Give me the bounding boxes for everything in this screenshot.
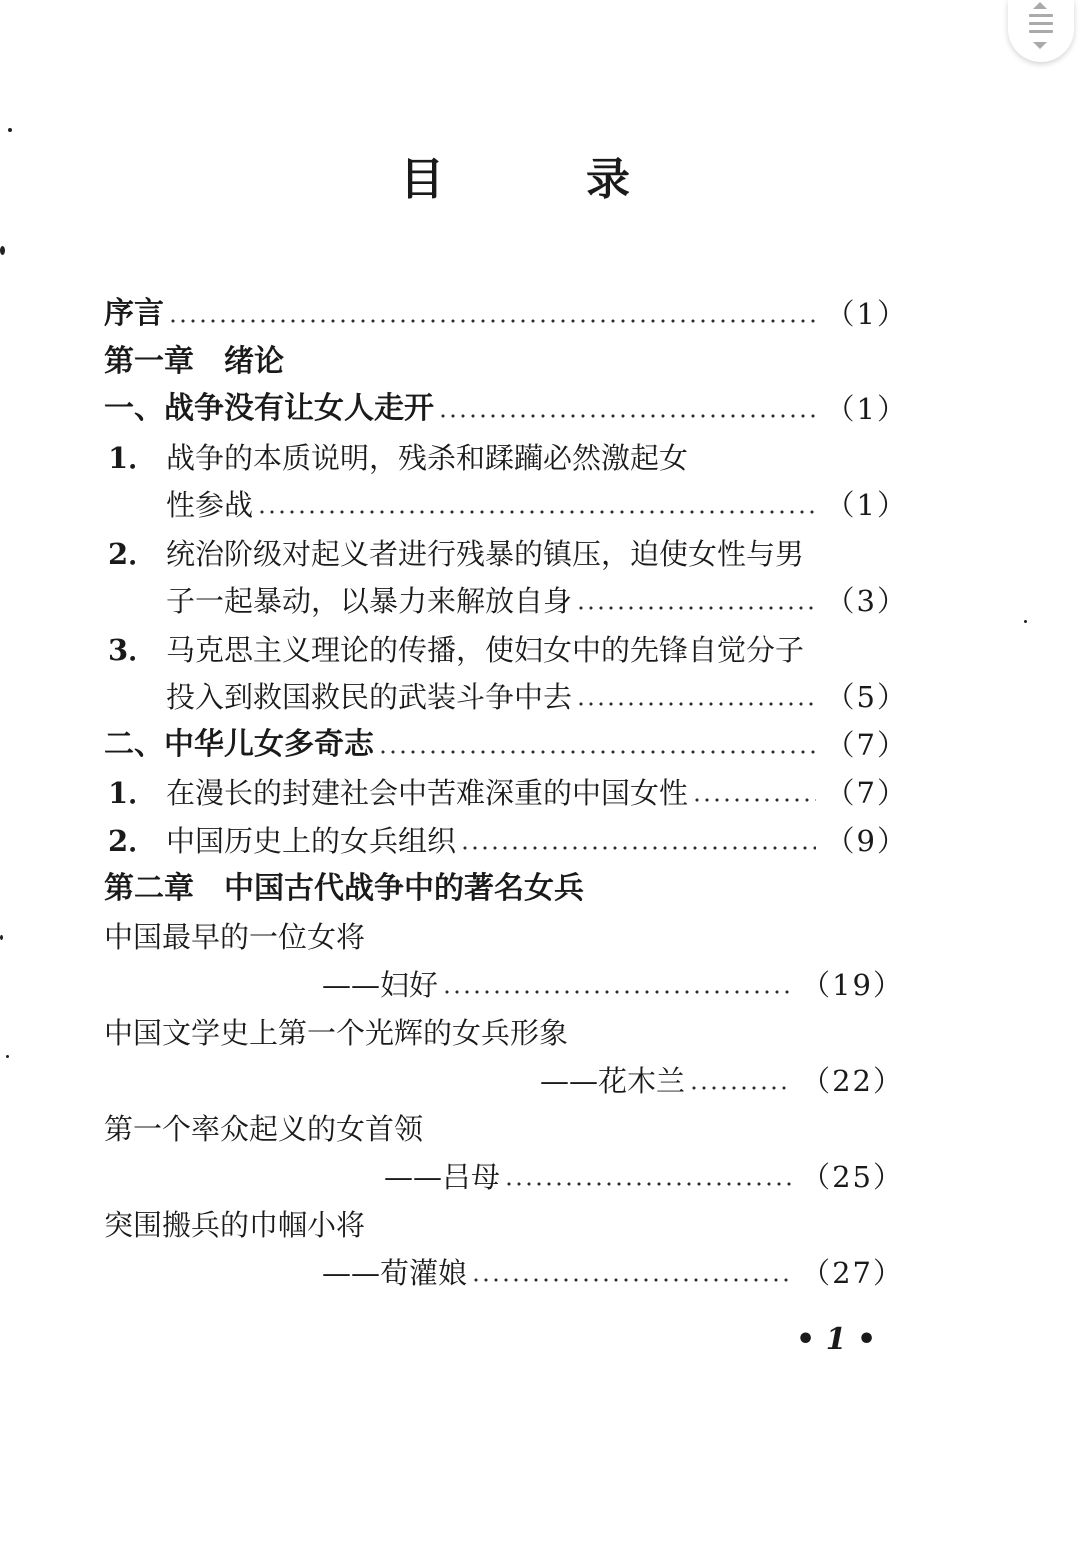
toc-chapter[interactable] [104,869,584,909]
page-title [0,148,1080,212]
toc-chapter[interactable] [104,342,284,382]
toc-entry-title: ——花木兰 [540,1064,686,1098]
dot-leader [689,1061,791,1101]
toc-entry-page: （27） [801,1256,904,1290]
toc-entry-continued[interactable] [166,581,908,621]
dot-leader [576,677,816,717]
toc-entry-title: 投入到救国救民的武装斗争中去 [166,680,573,714]
dot-leader [460,821,816,861]
menu-icon [1029,14,1053,38]
scroll-handle[interactable] [1008,0,1074,62]
toc-entry[interactable] [108,821,908,861]
toc-entry-page: （1） [825,488,908,522]
toc-entry[interactable] [104,917,365,957]
toc-entry-number: 2． [108,537,158,571]
scan-speck [0,935,3,940]
toc-entry-continued[interactable] [322,965,904,1005]
dot-leader [438,389,816,429]
toc-entry-continued[interactable] [322,1253,904,1293]
toc-entry[interactable] [104,294,908,334]
dot-leader [692,773,816,813]
dot-leader [257,485,816,525]
toc-entry-number: 3． [108,633,158,667]
toc-entry-title: 马克思主义理论的传播，使妇女中的先锋自觉分子 [166,633,805,667]
toc-entry-page: （9） [825,824,908,858]
scan-speck [0,246,5,255]
scan-speck [1024,620,1027,623]
toc-entry-number: 1． [108,776,158,810]
toc-chapter-title: 第二章 中国古代战争中的著名女兵 [104,871,584,906]
toc-entry-continued[interactable] [166,485,908,525]
scan-speck [6,1055,9,1058]
toc-entry-title: ——吕母 [384,1160,501,1194]
toc-entry-title: ——妇好 [322,968,439,1002]
toc-entry-continued[interactable] [384,1157,904,1197]
dot-leader [471,1253,791,1293]
toc-entry[interactable] [104,1205,365,1245]
toc-entry-page: （22） [801,1064,904,1098]
dot-leader [504,1157,791,1197]
toc-entry-title: 第一个率众起义的女首领 [104,1112,424,1146]
toc-entry-page: （19） [801,968,904,1002]
toc-entry-title: 子一起暴动，以暴力来解放自身 [166,584,573,618]
toc-chapter-title: 第一章 绪论 [104,344,284,379]
toc-entry[interactable] [108,630,804,670]
toc-entry-title: 统治阶级对起义者进行残暴的镇压，迫使女性与男 [166,537,805,571]
toc-entry[interactable] [104,1109,423,1149]
toc-entry-continued[interactable] [540,1061,904,1101]
toc-entry-page: （3） [825,584,908,618]
toc-entry[interactable] [104,1013,568,1053]
chevron-down-icon[interactable] [1033,42,1047,49]
toc-entry-title: 序言 [104,296,164,331]
toc-entry-number: 1． [108,441,158,475]
toc-entry-page: （7） [825,728,908,762]
dot-leader [168,294,816,334]
scan-speck [8,128,12,132]
toc-entry-title: 中国最早的一位女将 [104,920,366,954]
toc-entry-continued[interactable] [166,677,908,717]
toc-entry-title: 在漫长的封建社会中苦难深重的中国女性 [166,776,689,810]
title-part-2: 录 [586,154,630,205]
toc-entry[interactable] [108,773,908,813]
toc-entry[interactable] [104,725,908,765]
dot-leader [442,965,791,1005]
toc-entry[interactable] [108,438,688,478]
title-part-1: 目 [400,154,444,205]
toc-entry-title: 二、中华儿女多奇志 [104,727,374,762]
toc-entry-page: （1） [825,392,908,426]
page-number: • 1 • [796,1322,877,1357]
toc-entry-title: 中国历史上的女兵组织 [166,824,457,858]
toc-entry-title: 突围搬兵的巾帼小将 [104,1208,366,1242]
chevron-up-icon[interactable] [1033,2,1047,9]
dot-leader [576,581,816,621]
toc-entry-title: ——荀灌娘 [322,1256,468,1290]
toc-entry-number: 2． [108,824,158,858]
toc-entry-page: （1） [825,297,908,331]
toc-entry-page: （7） [825,776,908,810]
toc-entry[interactable] [104,389,908,429]
dot-leader [378,725,816,765]
toc-entry-title: 中国文学史上第一个光辉的女兵形象 [104,1016,569,1050]
toc-entry[interactable] [108,534,804,574]
toc-entry-page: （25） [801,1160,904,1194]
toc-entry-title: 战争的本质说明，残杀和蹂躏必然激起女 [166,441,689,475]
toc-entry-page: （5） [825,680,908,714]
toc-entry-title: 性参战 [166,488,254,522]
toc-entry-title: 一、战争没有让女人走开 [104,391,434,426]
